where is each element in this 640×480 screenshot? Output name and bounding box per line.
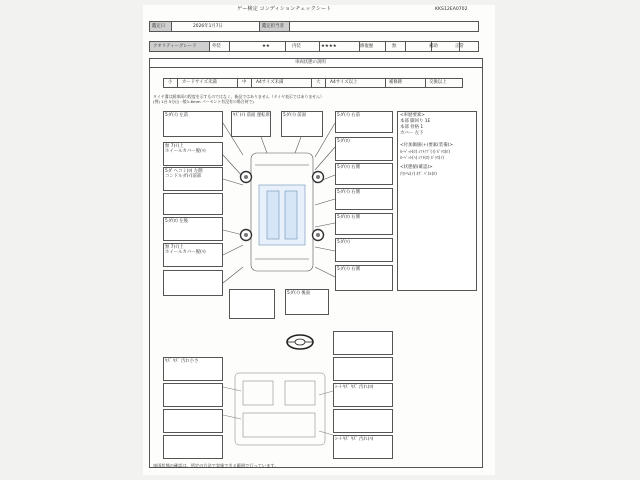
document-number: KKS12EA0702: [435, 7, 468, 12]
front-box-right-text: 5ダ(ｲ) 前面: [283, 113, 306, 118]
note-line-2: (例) 1台 5分山一般1.6mm パーセント有没有の場合何で): [153, 99, 254, 104]
interior-left-box-4: [163, 435, 223, 459]
interior-left-box-2: [163, 383, 223, 407]
left-box-6-text: 無 7(ｲ)上 ホイールカバー脱(ﾊ): [165, 245, 206, 255]
interior-right-box-1: [333, 331, 393, 355]
right-box-6-text: 5ダ(ﾊ): [337, 240, 350, 245]
right-box-1-text: 5ダ(ｲ) 右前: [337, 113, 360, 118]
right-box-3-text: 5ダ(ﾊ) 右側: [337, 165, 360, 170]
quality-label: クオリティーグレード: [153, 44, 197, 49]
interior-right-box-3-text: ｼｰﾄ ｷｽﾞ ｷｽﾞ 汚れ(ﾛ): [335, 385, 374, 390]
right-box-4-text: 5ダ(ｲ) 右側: [337, 190, 360, 195]
legend-7: 交換以上: [429, 80, 447, 85]
notes-line: <車歴要素>: [400, 113, 425, 118]
notes-line: <付加価値(+)要素(装備)>: [400, 143, 454, 148]
interior-label: 内装: [292, 44, 301, 49]
section-title: 車両状態の説明: [295, 60, 326, 65]
legend-6: 補修跡: [389, 80, 403, 85]
right-box-7-text: 5ダ(ｲ) 右側: [337, 267, 360, 272]
sheet-title: ゲー検定 コンディションチェックシート: [237, 6, 332, 12]
legend-1: カードサイズ未満: [182, 80, 217, 85]
legend-5: A4サイズ以上: [330, 80, 358, 85]
meter-label: 補助: [429, 44, 438, 49]
notes-line: ｶｰﾍﾟｯﾄ(ﾊ) ｼﾌﾄ(ﾛ) ｶﾞﾗｽ(ｲ): [400, 155, 444, 160]
date-label: 鑑定日: [152, 24, 166, 29]
legend-0: 小: [168, 80, 173, 85]
left-box-2-text: 無 7(ｲ)上 ホイールカバー脱(ﾊ): [165, 144, 206, 154]
interior-right-box-5-text: ｼｰﾄ ｷｽﾞ ｷｽﾞ 汚れ(ﾊ): [335, 437, 374, 442]
interior-left-box-1-text: ｷｽﾞ ｷｽﾞ 汚れ小さ: [165, 359, 199, 364]
front-box-left-text: ｷｽﾞ(ｲ) 前面 運転席: [233, 113, 270, 118]
interior-right-box-2: [333, 357, 393, 381]
exterior-value: ★★: [262, 44, 270, 49]
notes-line: <状態値(確認)>: [400, 165, 433, 170]
legend-2: 中: [242, 80, 247, 85]
interior-value: ★★★★: [321, 44, 337, 49]
right-box-2-text: 5ダ(ﾛ): [337, 139, 350, 144]
repair-value: 無: [392, 44, 397, 49]
left-box-1-text: 5ダ(ｲ) 左前: [165, 113, 188, 118]
notes-line: カバー 左下: [400, 131, 424, 136]
legend-3: A4サイズ未満: [256, 80, 284, 85]
legend-4: 大: [316, 80, 321, 85]
footer-note: 車両状態の確認は、所定の方法で実施できる範囲で行っています。: [153, 463, 279, 468]
date-value: 2026年1月7日: [193, 24, 223, 29]
repair-label: 修復歴: [360, 44, 374, 49]
steering-wheel-icon: [287, 335, 313, 349]
notes-line: 本部 脚回り 1E: [400, 119, 431, 124]
exterior-label: 外装: [212, 44, 221, 49]
manager-label: 鑑定担当者: [262, 24, 284, 29]
rear-box-text: 5ダ(ｲ) 後面: [287, 291, 310, 296]
interior-right-box-4: [333, 409, 393, 433]
condition-sheet: [143, 5, 495, 475]
left-box-5-text: 5ダ(ﾛ) 左後: [165, 219, 188, 224]
right-box-5-text: 5ダ(ﾛ) 右側: [337, 215, 360, 220]
interior-diagram: [223, 373, 333, 445]
notes-line: ｶｰﾍﾟｯﾄ(ﾛ) ｼﾌﾄﾉﾌﾞ(ｲ) ｶﾞﾗｽ(ﾛ): [400, 149, 450, 154]
meter-value: 正常: [455, 44, 464, 49]
note-line-1: タイヤ溝は紙車両の程度を示すものではなく、新品ではありません（タイヤ表示ではありません）: [153, 94, 324, 99]
interior-left-box-3: [163, 409, 223, 433]
notes-line: 内ﾄﾘﾑ(ｲ) ｷｽﾞ ﾊﾟﾈﾙ(ﾛ): [400, 171, 437, 176]
left-box-3-text: 5ダ ヘコミ(ﾛ) 左側 コンドルダ(ｲ)前部: [165, 169, 203, 179]
notes-line: 本部 骨格 1: [400, 125, 424, 130]
